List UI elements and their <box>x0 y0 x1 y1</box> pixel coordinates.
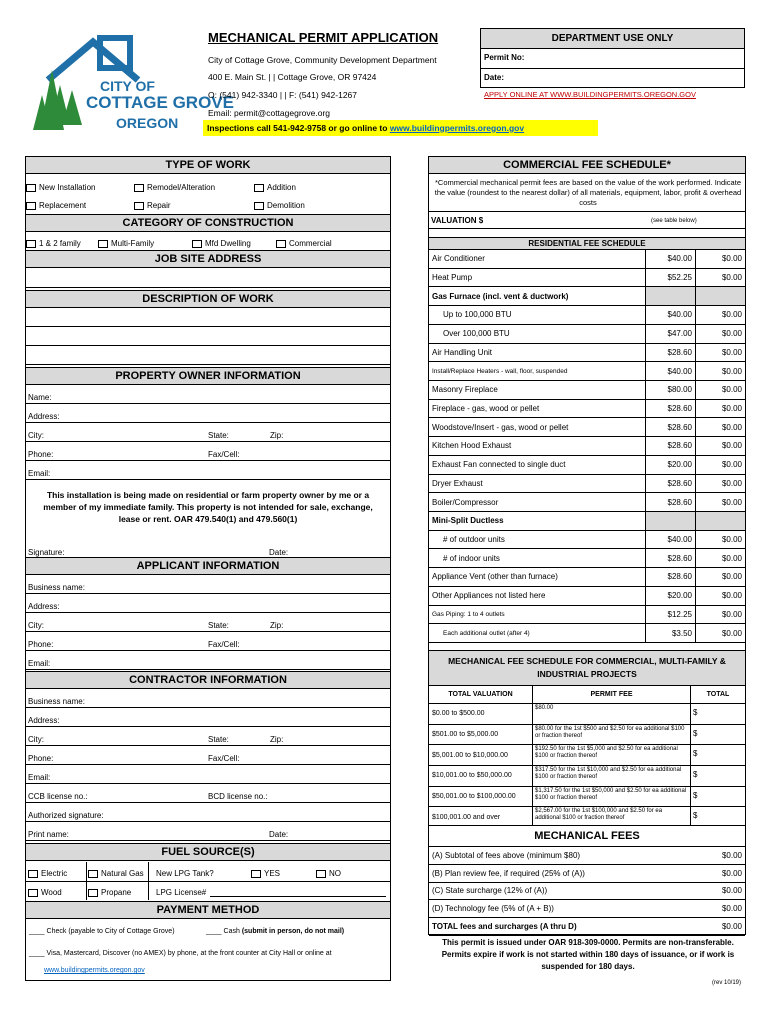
mech-fee-row <box>429 847 745 865</box>
contractor-zip-field[interactable]: Zip: <box>268 727 390 746</box>
residential-row-total[interactable]: $0.00 <box>695 493 745 511</box>
residential-row <box>429 475 745 494</box>
multi-col-fee: PERMIT FEE <box>532 686 690 704</box>
residential-row-label: Heat Pump <box>432 273 473 283</box>
permit-no-field[interactable]: Permit No: <box>481 49 744 69</box>
owner-name-field[interactable]: Name: <box>26 385 390 404</box>
natural-gas-checkbox[interactable]: Natural Gas <box>88 869 144 879</box>
multi-row-fee: $80.00 for the 1st $500 and $2.50 for ea additional $100 or fraction thereof <box>532 725 690 745</box>
one-two-family-checkbox[interactable]: 1 & 2 family <box>26 239 81 249</box>
contractor-email-field[interactable]: Email: <box>26 765 390 784</box>
multi-row-valuation: $50,001.00 to $100,000.00 <box>432 792 516 800</box>
contractor-date-label: Date: <box>269 830 289 839</box>
residential-row-fee: $52.25 <box>645 269 695 287</box>
residential-row-total[interactable]: $0.00 <box>695 568 745 586</box>
valuation-field[interactable] <box>429 211 745 229</box>
residential-row-total[interactable]: $0.00 <box>695 250 745 268</box>
applicant-address-field[interactable]: Address: <box>26 594 390 613</box>
residential-row-total[interactable]: $0.00 <box>695 437 745 455</box>
dept-date-field[interactable]: Date: <box>484 73 505 82</box>
valuation-label: VALUATION $ <box>431 216 484 225</box>
residential-row-fee: $28.60 <box>645 493 695 511</box>
multi-row-total[interactable]: $ <box>690 704 745 724</box>
owner-statement: This installation is being made on residential or farm property owner by me or a member of my immediate family. This property is not intended for sale, exchange, lease or rent. OAR 479.540(1) and 479.560(1) <box>43 490 373 524</box>
left-column <box>25 156 391 981</box>
multi-row <box>429 787 745 808</box>
mech-fee-row <box>429 883 745 901</box>
residential-row-label: # of indoor units <box>443 553 500 563</box>
residential-row-fee: $12.25 <box>645 606 695 624</box>
contractor-business-field[interactable]: Business name: <box>26 689 390 708</box>
mech-fee-total[interactable]: $0.00 <box>721 922 742 932</box>
residential-row-total[interactable]: $0.00 <box>695 362 745 380</box>
multi-row-valuation: $5,001.00 to $10,000.00 <box>432 751 508 759</box>
commercial-header: COMMERCIAL FEE SCHEDULE* <box>428 156 746 174</box>
contractor-bcd-field[interactable]: BCD license no.: <box>206 784 390 803</box>
residential-row-label: Install/Replace Heaters - wall, floor, suspended <box>432 367 568 375</box>
residential-row <box>429 493 745 512</box>
residential-row <box>429 250 745 269</box>
inspections-link[interactable]: www.buildingpermits.oregon.gov <box>389 123 525 133</box>
owner-state-field[interactable]: State: <box>206 423 268 442</box>
owner-city-field[interactable]: City: <box>26 423 206 442</box>
applicant-zip-field[interactable]: Zip: <box>268 613 390 632</box>
residential-row-label: Kitchen Hood Exhaust <box>432 441 512 451</box>
owner-email-field[interactable]: Email: <box>26 461 390 480</box>
propane-checkbox[interactable]: Propane <box>88 888 131 898</box>
residential-row-fee: $28.60 <box>645 437 695 455</box>
residential-row-fee: $20.00 <box>645 587 695 605</box>
residential-row-fee <box>645 287 695 305</box>
commercial-checkbox[interactable]: Commercial <box>276 239 332 249</box>
remodel-checkbox[interactable]: Remodel/Alteration <box>134 183 215 193</box>
residential-row-fee: $47.00 <box>645 325 695 343</box>
job-site-field[interactable] <box>26 268 390 288</box>
residential-row-total[interactable]: $0.00 <box>695 418 745 436</box>
contractor-ccb-field[interactable]: CCB license no.: <box>26 784 206 803</box>
cash-option[interactable]: ____ Cash (submit in person, do not mail) <box>206 928 345 935</box>
residential-row <box>429 287 745 306</box>
mech-fee-row <box>429 900 745 918</box>
residential-row-fee: $28.60 <box>645 400 695 418</box>
owner-header: PROPERTY OWNER INFORMATION <box>25 367 391 385</box>
residential-row-total[interactable]: $0.00 <box>695 381 745 399</box>
contractor-city-field[interactable]: City: <box>26 727 206 746</box>
multi-header: MECHANICAL FEE SCHEDULE FOR COMMERCIAL, MULTI-FAMILY & INDUSTRIAL PROJECTS <box>429 650 745 686</box>
mech-fee-total[interactable]: $0.00 <box>721 886 742 896</box>
logo-name: COTTAGE GROVE <box>86 93 234 112</box>
multi-row-total[interactable]: $ <box>690 745 745 765</box>
description-line-1[interactable] <box>26 308 390 327</box>
multi-row-valuation: $10,001.00 to $50,000.00 <box>432 772 512 780</box>
residential-row <box>429 456 745 475</box>
owner-phone-field[interactable]: Phone: <box>26 442 206 461</box>
multi-row <box>429 766 745 787</box>
residential-row-label: # of outdoor units <box>443 535 505 545</box>
residential-row-label: Air Conditioner <box>432 254 485 264</box>
dept-name: City of Cottage Grove, Community Development Department <box>208 55 437 65</box>
lpg-license-label: LPG License# <box>156 888 207 897</box>
see-table-note: (see table below) <box>651 218 697 224</box>
owner-signature-field[interactable]: Signature: <box>26 540 390 559</box>
inspections-banner <box>203 120 598 136</box>
revision-note: (rev 10/19) <box>712 980 742 986</box>
multi-row-fee: $2,567.00 for the 1st $100,000 and $2.50 for ea additional $100 or fraction thereof <box>532 807 690 827</box>
residential-row-label: Over 100,000 BTU <box>443 329 510 339</box>
mech-fee-row <box>429 918 745 936</box>
residential-row-label: Appliance Vent (other than furnace) <box>432 572 558 582</box>
residential-row <box>429 606 745 625</box>
mech-fee-label: (C) State surcharge (12% of (A)) <box>432 886 548 896</box>
multi-col-valuation: TOTAL VALUATION <box>429 686 532 704</box>
replacement-checkbox[interactable]: Replacement <box>26 201 86 211</box>
applicant-phone-field[interactable]: Phone: <box>26 632 206 651</box>
city-logo <box>28 30 234 140</box>
residential-row-total[interactable] <box>695 287 745 305</box>
multi-row-fee: $317.50 for the 1st $10,000 and $2.50 for ea additional $100 or fraction thereof <box>532 766 690 786</box>
multi-row-fee: $192.50 for the 1st $5,000 and $2.50 for ea additional $100 or fraction thereof <box>532 745 690 765</box>
residential-row-total[interactable]: $0.00 <box>695 400 745 418</box>
contractor-address-field[interactable]: Address: <box>26 708 390 727</box>
residential-row-total[interactable]: $0.00 <box>695 306 745 324</box>
residential-row <box>429 587 745 606</box>
residential-row-label: Each additional outlet (after 4) <box>443 629 530 637</box>
residential-row <box>429 512 745 531</box>
applicant-fax-field[interactable]: Fax/Cell: <box>206 632 390 651</box>
multi-row-total[interactable]: $ <box>690 725 745 745</box>
residential-row-total[interactable]: $0.00 <box>695 587 745 605</box>
residential-row-fee: $28.60 <box>645 549 695 567</box>
job-site-header: JOB SITE ADDRESS <box>25 250 391 268</box>
residential-row <box>429 325 745 344</box>
owner-address-field[interactable]: Address: <box>26 404 390 423</box>
residential-row-fee: $28.60 <box>645 475 695 493</box>
card-option[interactable]: ____ Visa, Mastercard, Discover (no AMEX) by phone, at the front counter at City Hall or online at <box>29 950 332 957</box>
description-line-3[interactable] <box>26 346 390 365</box>
residential-row <box>429 437 745 456</box>
lpg-license-field[interactable] <box>210 888 386 897</box>
residential-row-label: Other Appliances not listed here <box>432 591 546 601</box>
applicant-state-field[interactable]: State: <box>206 613 268 632</box>
mech-fee-total[interactable]: $0.00 <box>721 868 742 878</box>
logo-state: OREGON <box>116 115 179 131</box>
residential-row-total[interactable]: $0.00 <box>695 325 745 343</box>
residential-row-label: Fireplace - gas, wood or pellet <box>432 404 540 414</box>
contractor-print-field[interactable]: Print name: <box>26 822 390 841</box>
residential-row-fee: $3.50 <box>645 624 695 642</box>
residential-row <box>429 568 745 587</box>
multi-row-total[interactable]: $ <box>690 807 745 827</box>
fuel-header: FUEL SOURCE(S) <box>25 843 391 861</box>
commercial-note: *Commercial mechanical permit fees are based on the value of the work performed. Indicate the value (roundest to the nearest dollar) of all materials, equipment, labor, profit & overhead costs <box>434 178 742 207</box>
residential-row <box>429 624 745 643</box>
payment-link[interactable]: www.buildingpermits.oregon.gov <box>44 967 145 974</box>
residential-row <box>429 269 745 288</box>
residential-row-total[interactable] <box>695 512 745 530</box>
residential-row-total[interactable]: $0.00 <box>695 531 745 549</box>
mech-fee-label: (B) Plan review fee, if required (25% of (A)) <box>432 868 585 878</box>
owner-date-label: Date: <box>269 548 289 557</box>
residential-row-label: Masonry Fireplace <box>432 385 498 395</box>
applicant-city-field[interactable]: City: <box>26 613 206 632</box>
right-column <box>428 156 746 935</box>
residential-row-fee: $40.00 <box>645 362 695 380</box>
dept-use-box <box>480 28 745 88</box>
dept-use-title: DEPARTMENT USE ONLY <box>481 29 744 49</box>
dept-phone: O: (541) 942-3340 | | F: (541) 942-1267 <box>208 90 358 100</box>
fuel-divider-3 <box>26 881 390 882</box>
residential-row-label: Boiler/Compressor <box>432 497 499 507</box>
mech-fee-total[interactable]: $0.00 <box>721 850 742 860</box>
multi-rows <box>429 704 745 828</box>
multi-row <box>429 745 745 766</box>
addition-checkbox[interactable]: Addition <box>254 183 296 193</box>
mech-fees-header: MECHANICAL FEES <box>428 825 746 847</box>
contractor-signature-field[interactable]: Authorized signature: <box>26 803 390 822</box>
residential-fee-table <box>429 237 745 643</box>
contractor-header: CONTRACTOR INFORMATION <box>25 671 391 689</box>
new-lpg-label: New LPG Tank? <box>156 869 214 878</box>
residential-row-label: Exhaust Fan connected to single duct <box>432 460 566 470</box>
mech-fee-row <box>429 865 745 883</box>
mech-fee-total[interactable]: $0.00 <box>721 904 742 914</box>
residential-row-total[interactable]: $0.00 <box>695 269 745 287</box>
residential-row-label: Air Handling Unit <box>432 347 493 357</box>
dept-email: Email: permit@cottagegrove.org <box>208 108 331 118</box>
contractor-state-field[interactable]: State: <box>206 727 268 746</box>
residential-row <box>429 306 745 325</box>
lpg-yes-checkbox[interactable]: YES <box>251 869 280 879</box>
residential-row-label: Up to 100,000 BTU <box>443 310 512 320</box>
applicant-email-field[interactable]: Email: <box>26 651 390 670</box>
residential-row-fee: $40.00 <box>645 250 695 268</box>
residential-row-label: Gas Furnace (incl. vent & ductwork) <box>432 291 569 301</box>
residential-row <box>429 400 745 419</box>
residential-row-fee: $40.00 <box>645 306 695 324</box>
residential-row-label: Dryer Exhaust <box>432 478 483 488</box>
permit-expiry-note: This permit is issued under OAR 918-309-0000. Permits are non-transferable. Permits expire if work is not started within 180 days of issuance, or if work is suspended for 180 days. <box>441 938 735 971</box>
applicant-header: APPLICANT INFORMATION <box>25 557 391 575</box>
residential-row-label: Gas Piping: 1 to 4 outlets <box>432 610 505 618</box>
multi-row-valuation: $501.00 to $5,000.00 <box>432 730 499 738</box>
residential-row-label: Woodstove/Insert - gas, wood or pellet <box>432 422 569 432</box>
residential-row <box>429 549 745 568</box>
logo-city-of: CITY OF <box>100 78 155 94</box>
residential-row-fee: $40.00 <box>645 531 695 549</box>
residential-row-total[interactable]: $0.00 <box>695 475 745 493</box>
contractor-phone-field[interactable]: Phone: <box>26 746 206 765</box>
lpg-no-checkbox[interactable]: NO <box>316 869 341 879</box>
residential-row <box>429 344 745 363</box>
multi-family-checkbox[interactable]: Multi-Family <box>98 239 154 249</box>
description-line-2[interactable] <box>26 327 390 346</box>
form-title: MECHANICAL PERMIT APPLICATION <box>208 30 439 45</box>
residential-rows <box>429 250 745 643</box>
residential-row-total[interactable]: $0.00 <box>695 624 745 642</box>
description-header: DESCRIPTION OF WORK <box>25 290 391 308</box>
type-of-work-header: TYPE OF WORK <box>25 156 391 174</box>
residential-row-fee: $20.00 <box>645 456 695 474</box>
new-installation-checkbox[interactable]: New Installation <box>26 183 95 193</box>
residential-row-fee: $28.60 <box>645 344 695 362</box>
residential-row <box>429 381 745 400</box>
owner-zip-field[interactable]: Zip: <box>268 423 390 442</box>
owner-fax-field[interactable]: Fax/Cell: <box>206 442 390 461</box>
demolition-checkbox[interactable]: Demolition <box>254 201 305 211</box>
multi-row-total[interactable]: $ <box>690 787 745 807</box>
multi-row-valuation: $0.00 to $500.00 <box>432 710 485 718</box>
dept-address: 400 E. Main St. | | Cottage Grove, OR 97424 <box>208 72 377 82</box>
multi-col-total: TOTAL <box>690 686 745 704</box>
multi-row-fee: $1,317.50 for the 1st $50,000 and $2.50 for ea additional $100 or fraction thereof <box>532 787 690 807</box>
residential-row-total[interactable]: $0.00 <box>695 344 745 362</box>
applicant-business-field[interactable]: Business name: <box>26 575 390 594</box>
residential-row-fee <box>645 512 695 530</box>
residential-row <box>429 362 745 381</box>
electric-checkbox[interactable]: Electric <box>28 869 67 879</box>
multi-row <box>429 704 745 725</box>
multi-row <box>429 725 745 746</box>
residential-row-label: Mini-Split Ductless <box>432 516 504 526</box>
residential-row <box>429 418 745 437</box>
multi-row-total[interactable]: $ <box>690 766 745 786</box>
mech-fee-label: TOTAL fees and surcharges (A thru D) <box>432 922 577 932</box>
mfd-dwelling-checkbox[interactable]: Mfd Dwelling <box>192 239 251 249</box>
residential-row <box>429 531 745 550</box>
residential-row-fee: $28.60 <box>645 568 695 586</box>
residential-row-total[interactable]: $0.00 <box>695 456 745 474</box>
multi-fee-table <box>429 650 745 828</box>
residential-header: RESIDENTIAL FEE SCHEDULE <box>429 237 745 250</box>
multi-row-fee: $80.00 <box>532 704 690 724</box>
multi-row-valuation: $100,001.00 and over <box>432 813 501 821</box>
mech-fee-label: (A) Subtotal of fees above (minimum $80) <box>432 850 581 860</box>
apply-online[interactable]: APPLY ONLINE AT WWW.BUILDINGPERMITS.OREGON.GOV <box>484 90 696 99</box>
wood-checkbox[interactable]: Wood <box>28 888 62 898</box>
residential-row-fee: $28.60 <box>645 418 695 436</box>
category-header: CATEGORY OF CONSTRUCTION <box>25 214 391 232</box>
mech-fee-rows <box>429 847 745 936</box>
residential-row-total[interactable]: $0.00 <box>695 606 745 624</box>
contractor-fax-field[interactable]: Fax/Cell: <box>206 746 390 765</box>
repair-checkbox[interactable]: Repair <box>134 201 171 211</box>
payment-header: PAYMENT METHOD <box>25 901 391 919</box>
residential-row-fee: $80.00 <box>645 381 695 399</box>
inspections-text: Inspections call 541-942-9758 or go online to <box>207 123 390 133</box>
mech-fee-label: (D) Technology fee (5% of (A + B)) <box>432 904 554 914</box>
residential-row-total[interactable]: $0.00 <box>695 549 745 567</box>
check-option[interactable]: ____ Check (payable to City of Cottage Grove) <box>29 928 175 935</box>
